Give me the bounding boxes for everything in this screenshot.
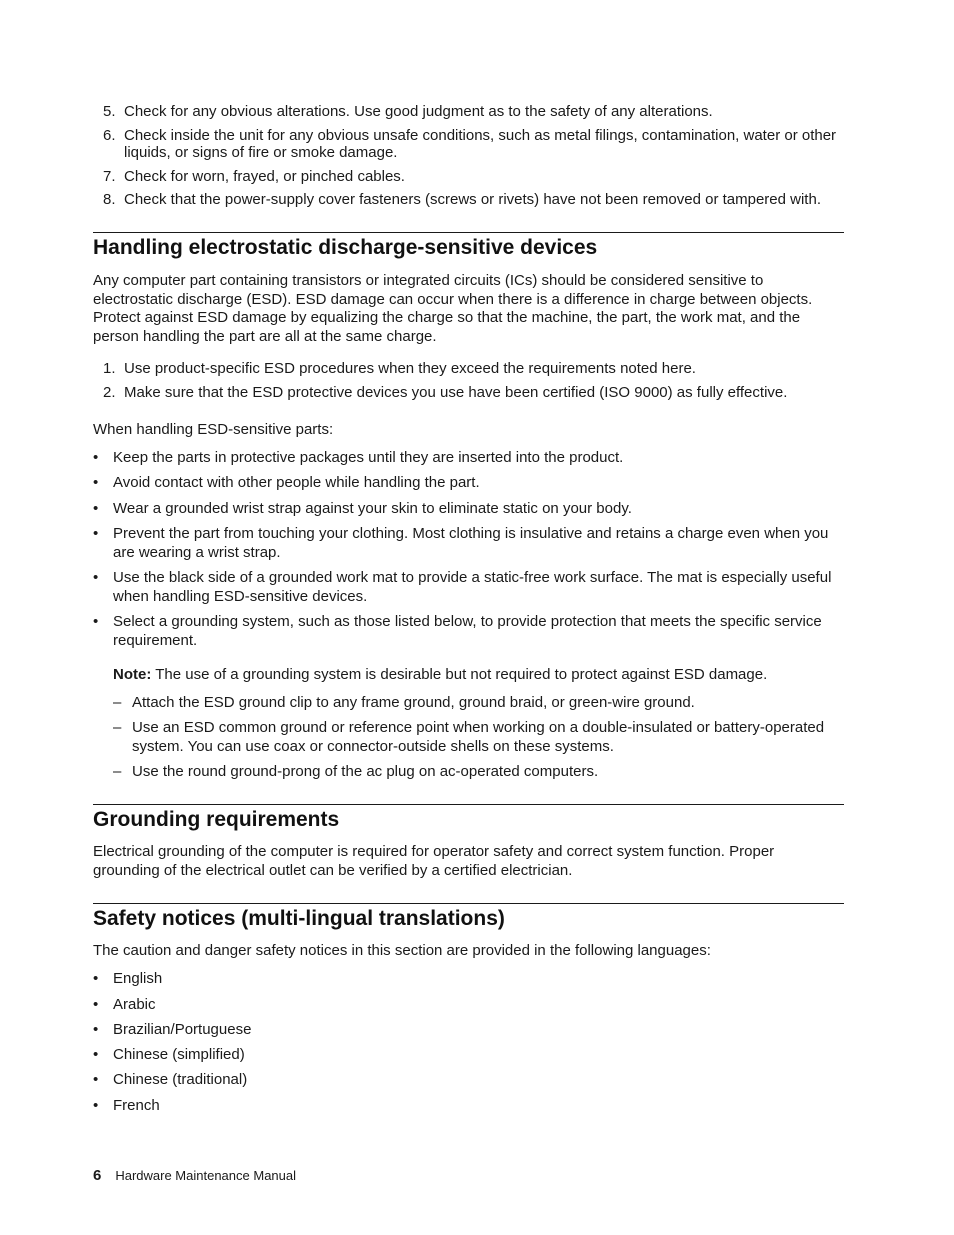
- list-item: [93, 168, 844, 185]
- list-number: 6.: [103, 127, 116, 144]
- dash-text: Use an ESD common ground or reference point when working on a double-insulated or battery-operated system. You can use coax or connector-outside shells on these systems.: [132, 719, 825, 755]
- bullet-text: Prevent the part from touching your clothing. Most clothing is insulative and retains a charge even when you are wearing a wrist strap.: [113, 525, 829, 561]
- inspection-checklist: [93, 168, 844, 185]
- list-number: 7.: [103, 168, 116, 185]
- section-heading-esd: Handling electrostatic discharge-sensitive devices: [93, 236, 598, 259]
- page-footer: [93, 1167, 296, 1184]
- bullet-icon: •: [93, 500, 99, 517]
- esd-steps: [93, 384, 844, 401]
- section-divider: [93, 232, 844, 233]
- bullet-icon: •: [93, 613, 99, 630]
- list-item: [93, 103, 844, 120]
- bullet-icon: •: [93, 1046, 99, 1063]
- bullet-icon: •: [93, 970, 99, 987]
- safety-intro: The caution and danger safety notices in this section are provided in the following languages:: [93, 942, 711, 959]
- esd-when-label: When handling ESD-sensitive parts:: [93, 421, 334, 438]
- esd-intro-paragraph: Any computer part containing transistors or integrated circuits (ICs) should be considered sensitive to electrostatic discharge (ESD). ESD damage can occur when there is a difference in charge between objects. Protect against ESD damage by equalizing the charge so that the machine, the part, the work mat, and the person handling the part are all at the same charge.: [93, 272, 813, 346]
- list-item: [93, 191, 844, 208]
- inspection-checklist: [93, 191, 844, 208]
- list-text: Make sure that the ESD protective devices you use have been certified (ISO 9000) as fully effective.: [124, 384, 788, 401]
- inspection-checklist: [93, 127, 844, 161]
- language-text: French: [113, 1097, 160, 1114]
- list-number: 2.: [103, 384, 116, 401]
- bullet-icon: •: [93, 525, 99, 542]
- list-text: Check that the power-supply cover fasteners (screws or rivets) have not been removed or tampered with.: [124, 191, 821, 208]
- list-number: 8.: [103, 191, 116, 208]
- note: [113, 666, 844, 684]
- bullet-text: Use the black side of a grounded work mat to provide a static-free work surface. The mat is especially useful when handling ESD-sensitive devices.: [113, 569, 832, 605]
- language-text: Arabic: [113, 996, 156, 1013]
- bullet-icon: •: [93, 1021, 99, 1038]
- list-text: Check inside the unit for any obvious unsafe conditions, such as metal filings, contamination, water or other liquids, or signs of fire or smoke damage.: [124, 127, 837, 161]
- language-text: Chinese (traditional): [113, 1071, 248, 1088]
- note-label: Note:: [113, 666, 152, 683]
- list-item: [93, 127, 844, 161]
- inspection-checklist: [93, 103, 844, 120]
- bullet-text: Select a grounding system, such as those listed below, to provide protection that meets the specific service requirement.: [113, 613, 822, 649]
- bullet-icon: •: [93, 474, 99, 491]
- dash-text: Attach the ESD ground clip to any frame ground, ground braid, or green-wire ground.: [132, 694, 695, 711]
- list-text: Use product-specific ESD procedures when they exceed the requirements noted here.: [124, 360, 696, 377]
- dash-text: Use the round ground-prong of the ac plug on ac-operated computers.: [132, 763, 599, 780]
- section-divider: [93, 804, 844, 805]
- language-text: Chinese (simplified): [113, 1046, 245, 1063]
- list-text: Check for worn, frayed, or pinched cables.: [124, 168, 405, 185]
- dash-icon: –: [113, 763, 122, 780]
- bullet-icon: •: [93, 569, 99, 586]
- section-heading-safety: Safety notices (multi-lingual translations): [93, 907, 505, 930]
- dash-icon: –: [113, 719, 122, 736]
- note-text: The use of a grounding system is desirable but not required to protect against ESD damage.: [155, 666, 768, 683]
- bullet-icon: •: [93, 996, 99, 1013]
- bullet-icon: •: [93, 1071, 99, 1088]
- language-text: English: [113, 970, 163, 987]
- grounding-paragraph: Electrical grounding of the computer is required for operator safety and correct system function. Proper grounding of the electrical outlet can be verified by a certified electrician.: [93, 843, 775, 879]
- list-text: Check for any obvious alterations. Use good judgment as to the safety of any alterations.: [124, 103, 713, 120]
- bullet-text: Avoid contact with other people while handling the part.: [113, 474, 480, 491]
- language-text: Brazilian/Portuguese: [113, 1021, 252, 1038]
- page-number: 6: [93, 1167, 102, 1184]
- dash-icon: –: [113, 694, 122, 711]
- bullet-icon: •: [93, 449, 99, 466]
- list-number: 5.: [103, 103, 116, 120]
- list-item: [93, 384, 844, 401]
- bullet-icon: •: [93, 1097, 99, 1114]
- section-heading-grounding: Grounding requirements: [93, 808, 340, 831]
- footer-title: Hardware Maintenance Manual: [115, 1168, 296, 1183]
- bullet-text: Keep the parts in protective packages until they are inserted into the product.: [113, 449, 624, 466]
- bullet-text: Wear a grounded wrist strap against your skin to eliminate static on your body.: [113, 500, 632, 517]
- list-item: [93, 360, 844, 377]
- section-divider: [93, 903, 844, 904]
- list-number: 1.: [103, 360, 116, 377]
- esd-steps: [93, 360, 844, 377]
